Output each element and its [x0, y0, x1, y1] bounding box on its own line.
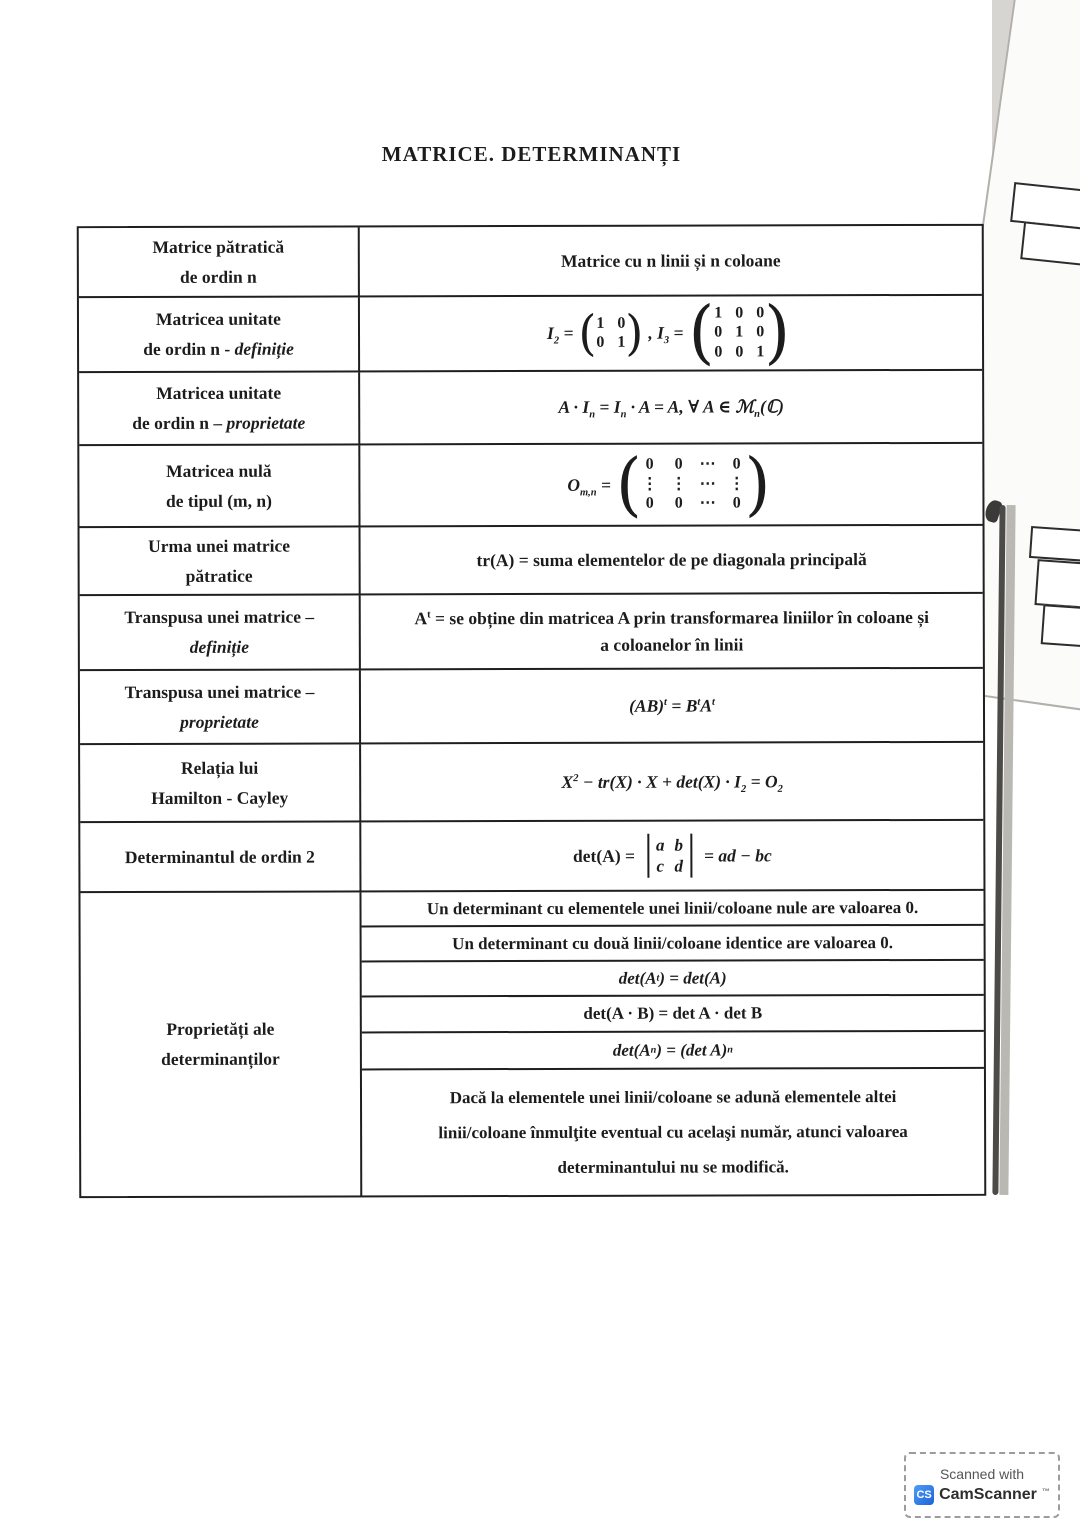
formula: $O_{m,n}$ = [567, 474, 611, 498]
definition-text: Matrice cu n linii și n coloane [560, 249, 781, 271]
matrix-cells: 1 0 0 1 [596, 314, 626, 351]
definition-cell [361, 743, 983, 821]
property-item: det(A n ) = (det A) n [362, 1032, 984, 1071]
term-line: determinanților [161, 1048, 280, 1069]
term-line: Matricea unitate [156, 382, 282, 403]
term-cell [80, 595, 361, 669]
term-line: Matrice pătratică [152, 236, 285, 257]
paren-right-icon: ) [625, 304, 644, 362]
matrix-cells: a b c d [655, 835, 684, 876]
term-cell [80, 670, 361, 743]
page-edge-tab [1029, 526, 1080, 562]
table-row-hamilton-cayley [80, 743, 983, 823]
term-line: de ordin n - definiție [143, 338, 294, 360]
term-cell [80, 822, 361, 891]
table-row-proprietati [80, 891, 984, 1196]
table-row-determinant-ordin2 [80, 821, 983, 893]
matrix-reference-table [77, 224, 987, 1198]
det-bar-right [690, 834, 692, 878]
formula: $I_2$ = [546, 322, 574, 347]
term-cell [80, 527, 361, 594]
paren-left-icon: ( [578, 304, 597, 362]
definition-cell [360, 226, 982, 296]
definition-cell [361, 821, 983, 891]
definition-cell [360, 371, 982, 444]
term-line: Matricea unitate [155, 308, 281, 329]
badge-brand-row [914, 1485, 1050, 1505]
formula: $(AB)^t = B^tA^t$ [629, 695, 715, 716]
definition-line: $A^t$ = se obține din matricea A prin transformarea liniilor în coloane și [414, 606, 930, 628]
table-row-transpusa-proprietate [80, 669, 983, 745]
term-line: de ordin n [179, 266, 257, 287]
term-line: definiție [189, 636, 249, 657]
formula: , $I_3$ = [648, 322, 684, 347]
term-cell [79, 297, 360, 371]
badge-scanned-with: Scanned with [939, 1465, 1025, 1482]
term-line: Transpusa unei matrice – [124, 681, 315, 702]
term-line: proprietate [180, 711, 259, 732]
term-line: Hamilton - Cayley [151, 787, 289, 808]
formula: $X^2 - tr(X) \cdot X + \det(X) \cdot I_2 = O_2$ [561, 770, 783, 795]
matrix-cells: 0 0 ⋯ 0 ⋮ ⋮ ⋯ ⋮ 0 0 ⋯ 0 [641, 455, 745, 512]
property-item [362, 1069, 984, 1196]
trademark-mark: ™ [1041, 1486, 1050, 1496]
property-item: det(A · B) = det A · det B [362, 996, 984, 1034]
term-cell [80, 892, 362, 1196]
property-item: Un determinant cu elementele unei linii/coloane nule are valoarea 0. [361, 891, 983, 928]
property-item: det(A t ) = det(A) [362, 961, 984, 998]
property-item: Un determinant cu două linii/coloane identice are valoarea 0. [362, 926, 984, 963]
term-line: Determinantul de ordin 2 [124, 846, 315, 867]
matrix-cells: 1 0 0 0 1 0 0 0 1 [714, 304, 765, 361]
term-cell [79, 445, 360, 526]
badge-brand-name: CamScanner [939, 1485, 1037, 1503]
term-line: de tipul (m, n) [165, 490, 272, 511]
definition-cell [361, 594, 983, 669]
det-bar-left [647, 834, 649, 878]
term-cell [79, 372, 360, 444]
matrix-3x3-identity [688, 291, 791, 373]
properties-list [361, 891, 984, 1196]
table-row-urma [80, 526, 983, 596]
definition-cell [360, 444, 982, 526]
camscanner-logo-icon: CS [914, 1485, 934, 1505]
formula: = ad − bc [703, 844, 772, 866]
term-line: Matricea nulă [166, 460, 272, 481]
page-edge-tab [1034, 559, 1080, 609]
term-line: Proprietăți ale [166, 1018, 275, 1039]
matrix-null [615, 442, 771, 525]
definition-line: a coloanelor în linii [600, 633, 744, 655]
definition-cell [360, 291, 982, 373]
definition-cell [361, 669, 983, 743]
definition-text: tr(A) = suma elementelor de pe diagonala principală [476, 548, 867, 570]
paren-left-icon: ( [615, 443, 642, 525]
definition-cell [361, 526, 983, 594]
term-cell [79, 227, 360, 296]
term-line: Transpusa unei matrice – [124, 606, 315, 628]
matrix-2x2-identity [578, 304, 644, 362]
term-line: Urma unei matrice [148, 535, 291, 556]
table-row-matrice-patratica [79, 226, 982, 298]
term-line: Relația lui [180, 757, 259, 778]
table-row-matricea-nula [79, 444, 982, 528]
term-line: pătratice [185, 565, 253, 586]
paren-right-icon: ) [764, 291, 791, 373]
property-line: Dacă la elementele unei linii/coloane se adună elementele altei [449, 1086, 897, 1107]
formula: $A \cdot I_n = I_n \cdot A = A$, ∀ A ∈ ℳ$_n$(ℂ) [558, 396, 784, 421]
property-line: determinantului nu se modifică. [557, 1156, 789, 1177]
term-line: de ordin n – proprietate [132, 412, 306, 434]
page-edge-tab [1041, 604, 1080, 648]
paren-right-icon: ) [744, 442, 771, 524]
term-cell [80, 744, 361, 821]
page-title: MATRICE. DETERMINANȚI [381, 142, 682, 166]
paren-left-icon: ( [688, 291, 715, 373]
determinant-2x2 [640, 834, 699, 878]
table-row-transpusa-definitie [80, 594, 983, 671]
table-row-unitate-proprietate [79, 371, 982, 446]
page-corner-tab [1020, 221, 1080, 266]
property-line: linii/coloane înmulţite eventual cu acelaşi număr, atunci valoarea [438, 1121, 908, 1142]
table-row-unitate-definitie [79, 291, 982, 373]
camscanner-badge [904, 1452, 1060, 1518]
formula: det(A) = [573, 845, 636, 866]
